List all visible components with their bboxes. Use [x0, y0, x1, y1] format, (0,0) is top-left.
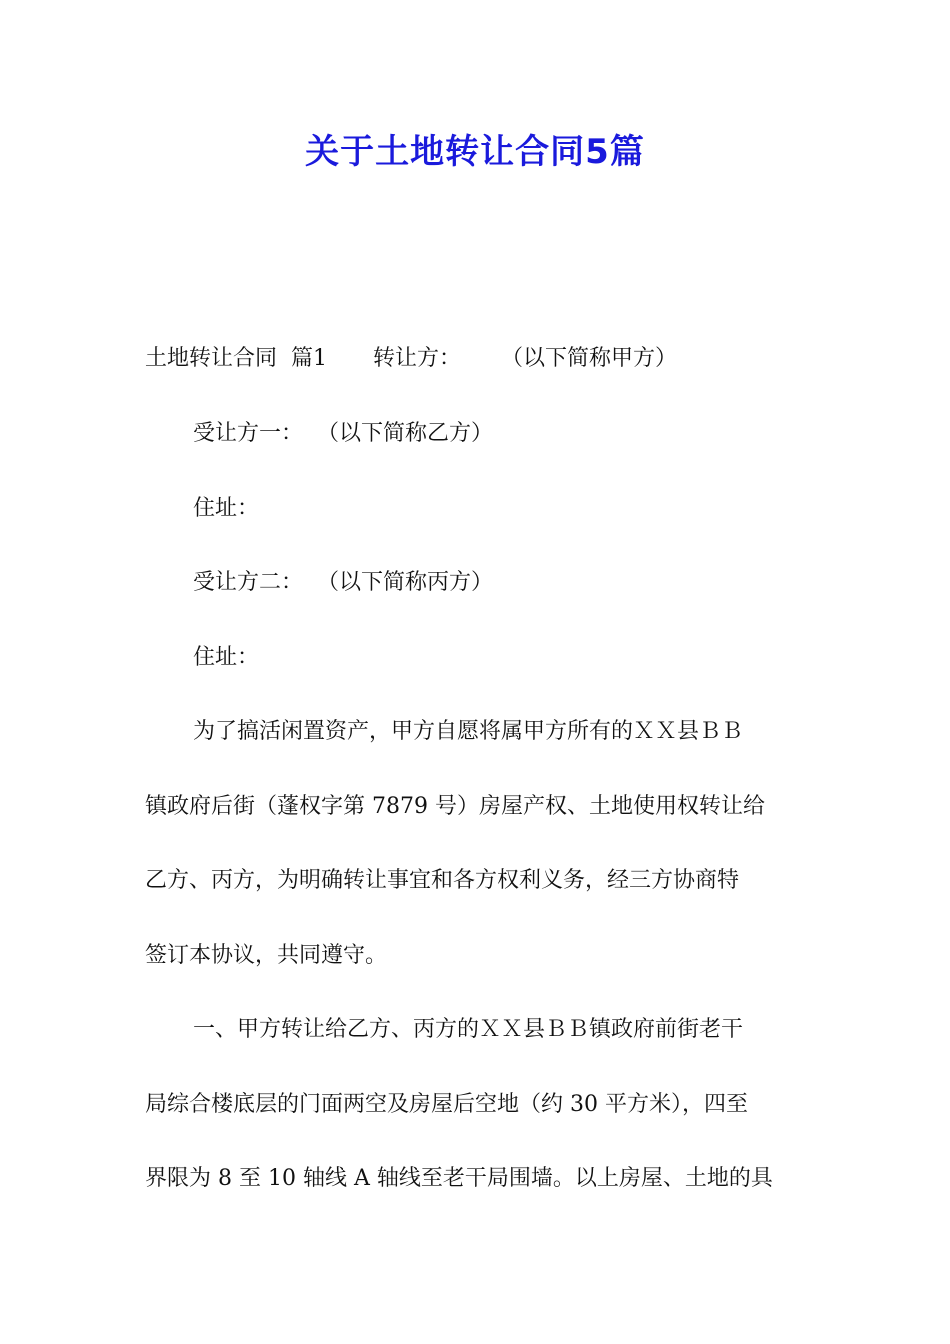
paragraph-1-line: 镇政府后街（蓬权字第 7879 号）房屋产权、土地使用权转让给 — [145, 794, 765, 819]
transferee-1-line: 受让方一： （以下简称乙方） — [193, 421, 493, 446]
paragraph-2-line: 一、甲方转让给乙方、丙方的ＸＸ县ＢＢ镇政府前街老干 — [193, 1017, 744, 1042]
paragraph-1-line: 签订本协议，共同遵守。 — [145, 943, 388, 968]
paragraph-1-line: 乙方、丙方，为明确转让事宜和各方权利义务，经三方协商特 — [145, 868, 740, 893]
transferee-2-line: 受让方二： （以下简称丙方） — [193, 570, 493, 595]
paragraph-2-line: 局综合楼底层的门面两空及房屋后空地（约 30 平方米），四至 — [145, 1092, 748, 1117]
contract-header-line — [145, 344, 805, 374]
paragraph-1-line: 为了搞活闲置资产，甲方自愿将属甲方所有的ＸＸ县ＢＢ — [193, 719, 744, 744]
transferor-note: （以下简称甲方） — [501, 346, 678, 371]
address-2-line: 住址： — [193, 645, 260, 670]
address-1-line: 住址： — [193, 496, 260, 521]
paragraph-2-line: 界限为 8 至 10 轴线 A 轴线至老干局围墙。以上房屋、土地的具 — [145, 1166, 773, 1191]
section-label: 土地转让合同 篇1 — [145, 346, 327, 371]
transferor-label: 转让方： — [372, 346, 461, 371]
document-title: 关于土地转让合同5篇 — [305, 132, 645, 172]
